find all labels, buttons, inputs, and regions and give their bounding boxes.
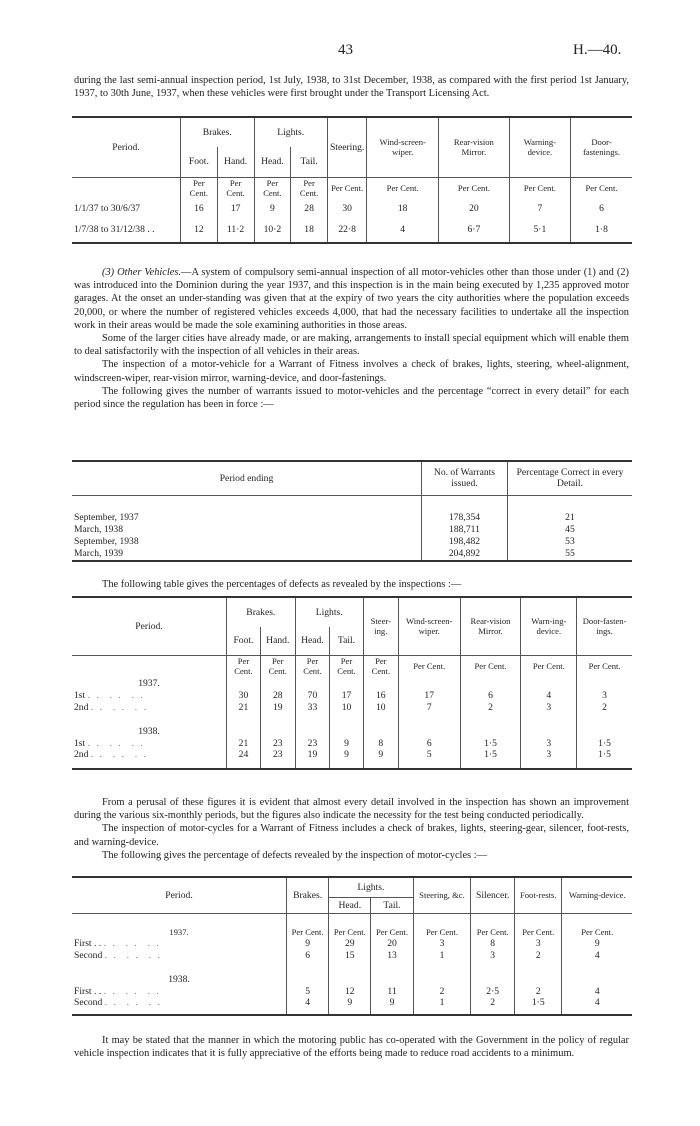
table-row: Second . . . . . . 4 9 9 1 2 1·5 4 bbox=[72, 997, 632, 1015]
table-cell: Per Cent. bbox=[287, 913, 329, 937]
table-cell: 198,482 bbox=[422, 535, 508, 547]
table-cell: 55 bbox=[507, 547, 632, 561]
table-cell: Per Cent. bbox=[413, 913, 471, 937]
column-header: Period. bbox=[135, 620, 163, 632]
column-header: Silencer. bbox=[471, 877, 515, 913]
table-cell: 2 bbox=[413, 985, 471, 997]
table-cell: 18 bbox=[291, 217, 328, 243]
column-header: Foot-rests. bbox=[515, 877, 562, 913]
table-cell: 1·5 bbox=[577, 749, 632, 769]
column-header: Door-fastenings. bbox=[571, 117, 632, 177]
page-number: 43 bbox=[338, 42, 353, 58]
column-header: Period ending bbox=[72, 461, 422, 495]
table-cell: Per Cent. bbox=[291, 177, 328, 199]
column-header: Wind-screen-wiper. bbox=[398, 597, 460, 655]
table-cell: 70 bbox=[295, 689, 330, 701]
year-label: 1937. bbox=[72, 913, 287, 937]
table-cell: 8 bbox=[363, 737, 398, 749]
table-cell: 7 bbox=[398, 701, 460, 713]
column-header: No. of Warrants issued. bbox=[422, 461, 508, 495]
table-row: Second . . . . . . 6 15 13 1 3 2 4 bbox=[72, 949, 632, 961]
table-cell: Per Cent. bbox=[471, 913, 515, 937]
table-cell: 21 bbox=[507, 511, 632, 523]
table-cell: 9 bbox=[330, 749, 364, 769]
table-cell: Per Cent. bbox=[571, 177, 632, 199]
table-cell: 7 bbox=[509, 199, 570, 217]
table-cell: 3 bbox=[413, 937, 471, 949]
column-header: Door-fasten-ings. bbox=[577, 597, 632, 655]
table-cell: Per Cent. bbox=[217, 177, 254, 199]
table-cell: 204,892 bbox=[422, 547, 508, 561]
year-label: 1938. bbox=[138, 726, 160, 737]
document-reference: H.—40. bbox=[573, 42, 622, 58]
column-header: Lights. bbox=[254, 117, 327, 147]
table-cell: Per Cent. bbox=[509, 177, 570, 199]
table-row: 2nd . . . . . . 21 19 33 10 10 7 2 3 2 bbox=[72, 701, 632, 713]
table-cell: March, 1939 bbox=[74, 548, 124, 559]
table-cell: 3 bbox=[521, 749, 577, 769]
table-cell: September, 1938 bbox=[74, 535, 139, 547]
table-defects bbox=[72, 596, 632, 770]
column-header: Warning-device. bbox=[562, 877, 632, 913]
table-cell: 17 bbox=[217, 199, 254, 217]
table-cell: Per Cent. bbox=[330, 655, 364, 677]
column-header: Warning-device. bbox=[509, 117, 570, 177]
table-cell: 4 bbox=[367, 217, 439, 243]
table-cell: 28 bbox=[291, 199, 328, 217]
table-cell: 30 bbox=[227, 689, 261, 701]
table-cell: 1/7/38 to 31/12/38 . . bbox=[74, 224, 155, 235]
table-cell: 4 bbox=[562, 985, 632, 997]
table-row: First . . . . . . . . 9 29 20 3 8 3 9 bbox=[72, 937, 632, 949]
table-cell: 16 bbox=[181, 199, 218, 217]
table-cell: 6 bbox=[571, 199, 632, 217]
other-vehicles-section: (3) Other Vehicles.—A system of compulsory semi-annual inspection of all motor-vehicles other than those under (1) and (2) was introduced into the Dominion during the year 1937, and this inspection is in the main being executed by 1,235 approved motor garages. At the onset an under-standing was given that at the expiry of two years the city authorities where the population exceeds 20,000, or where the number of registered vehicles exceeds 4,000, that had the necessary facilities to undertake all the inspection work in their areas would be made the sole examining authorities in those areas. Some of the larger cities have already made, or are making, arrangements to install special equipment which will enable them to deal satisfactorily with the inspection of all vehicles in their areas. The inspection of a motor-vehicle for a Warrant of Fitness involves a check of brakes, lights, steering, wheel-alignment, windscreen-wiper, rear-vision mirror, warning-device, and door-fastenings. The following gives the number of warrants issued to motor-vehicles and the percentage “correct in every detail” for each period since the regulation has been in force :— bbox=[74, 267, 629, 411]
table-cell: 8 bbox=[471, 937, 515, 949]
table-cell: Per Cent. bbox=[327, 177, 366, 199]
table-cell: 23 bbox=[260, 749, 295, 769]
year-label: 1938. bbox=[168, 974, 190, 985]
table-cell: 9 bbox=[329, 997, 371, 1015]
table-cell: 1·5 bbox=[577, 737, 632, 749]
table-cell: 6 bbox=[398, 737, 460, 749]
column-header: Tail. bbox=[330, 627, 364, 655]
table-cell: 1/1/37 to 30/6/37 bbox=[74, 202, 141, 214]
table-cell: 10 bbox=[330, 701, 364, 713]
column-header: Percentage Correct in every Detail. bbox=[507, 461, 632, 495]
table-row bbox=[72, 511, 632, 523]
table-cell: 2·5 bbox=[471, 985, 515, 997]
table-cell: 23 bbox=[260, 737, 295, 749]
table-cell: 1 bbox=[413, 949, 471, 961]
table-cell: 6 bbox=[460, 689, 521, 701]
table-cell: Per Cent. bbox=[577, 655, 632, 677]
table-cell: 2 bbox=[515, 985, 562, 997]
table-cell: 5 bbox=[287, 985, 329, 997]
table-cell: Per Cent. bbox=[254, 177, 291, 199]
table-cell: 16 bbox=[363, 689, 398, 701]
table-cell: 21 bbox=[227, 737, 261, 749]
year-label: 1937. bbox=[138, 677, 160, 689]
table-cell: Per Cent. bbox=[521, 655, 577, 677]
table-cell: 4 bbox=[562, 997, 632, 1015]
table-cell: September, 1937 bbox=[74, 511, 139, 523]
column-header: Head. bbox=[254, 147, 291, 177]
table-cell: 19 bbox=[260, 701, 295, 713]
table-cell: 2 bbox=[471, 997, 515, 1015]
table-cell: 4 bbox=[287, 997, 329, 1015]
table-cell: 6·7 bbox=[439, 217, 510, 243]
table-cell: 30 bbox=[327, 199, 366, 217]
column-header: Tail. bbox=[371, 897, 413, 913]
table-cell: 45 bbox=[507, 523, 632, 535]
intro-paragraph: during the last semi-annual inspection period, 1st July, 1938, to 31st December, 1938, as compared with the first period 1st January, 1937, to 30th June, 1937, when these vehicles were first brought under the Transport Licensing Act. bbox=[74, 75, 629, 100]
table-row bbox=[72, 547, 632, 561]
table-cell: 5·1 bbox=[509, 217, 570, 243]
table-cell: 17 bbox=[330, 689, 364, 701]
column-header: Steering. bbox=[327, 117, 366, 177]
column-header: Brakes. bbox=[181, 117, 255, 147]
table-cell: 10·2 bbox=[254, 217, 291, 243]
table-cell: Per Cent. bbox=[460, 655, 521, 677]
table-cell: 3 bbox=[515, 937, 562, 949]
column-header: Foot. bbox=[181, 147, 218, 177]
table-cell: 1·5 bbox=[460, 737, 521, 749]
table-row: 2nd . . . . . . 24 23 19 9 9 5 1·5 3 1·5 bbox=[72, 749, 632, 769]
table-cell: 9 bbox=[254, 199, 291, 217]
table-cell: 1 bbox=[413, 997, 471, 1015]
column-header: Rear-vision Mirror. bbox=[439, 117, 510, 177]
table-cell: Per Cent. bbox=[260, 655, 295, 677]
table-cell: 20 bbox=[439, 199, 510, 217]
table-cell: 1·5 bbox=[515, 997, 562, 1015]
section-heading: (3) Other Vehicles. bbox=[102, 267, 182, 278]
column-header: Tail. bbox=[291, 147, 328, 177]
column-header: Head. bbox=[295, 627, 330, 655]
table-cell: 21 bbox=[227, 701, 261, 713]
table-cell: March, 1938 bbox=[74, 523, 124, 535]
table-cell: 18 bbox=[367, 199, 439, 217]
column-header: Lights. bbox=[329, 877, 413, 897]
column-header: Wind-screen-wiper. bbox=[367, 117, 439, 177]
table-cell: Per Cent. bbox=[363, 655, 398, 677]
table-cell: 2 bbox=[460, 701, 521, 713]
table-warrants bbox=[72, 460, 632, 562]
table-row: First . . . . . . . . 5 12 11 2 2·5 2 4 bbox=[72, 985, 632, 997]
column-header: Foot. bbox=[227, 627, 261, 655]
table-cell: 2 bbox=[577, 701, 632, 713]
table-cell: 3 bbox=[521, 737, 577, 749]
table-row bbox=[72, 217, 632, 243]
table-row bbox=[72, 523, 632, 535]
table-cell: 9 bbox=[363, 749, 398, 769]
table-cell: 11 bbox=[371, 985, 413, 997]
table-cell: 1·5 bbox=[460, 749, 521, 769]
table-cell: 188,711 bbox=[422, 523, 508, 535]
table-cell: 24 bbox=[227, 749, 261, 769]
column-header: Hand. bbox=[217, 147, 254, 177]
table-cell: 9 bbox=[287, 937, 329, 949]
table-cell: 12 bbox=[181, 217, 218, 243]
table-cell: 13 bbox=[371, 949, 413, 961]
column-header: Brakes. bbox=[287, 877, 329, 913]
table-cell: 4 bbox=[521, 689, 577, 701]
table-cell: 19 bbox=[295, 749, 330, 769]
table-cell: 9 bbox=[562, 937, 632, 949]
column-header: Period. bbox=[112, 141, 140, 153]
column-header: Steer-ing. bbox=[363, 597, 398, 655]
table-cell: 3 bbox=[577, 689, 632, 701]
table-cell: Per Cent. bbox=[439, 177, 510, 199]
table-row bbox=[72, 199, 632, 217]
column-header: Steering, &c. bbox=[413, 877, 471, 913]
table-cell: Per Cent. bbox=[329, 913, 371, 937]
table-cell: Per Cent. bbox=[295, 655, 330, 677]
column-header: Hand. bbox=[260, 627, 295, 655]
table-cell: 1·8 bbox=[571, 217, 632, 243]
table-row: 1st . . . . . . 30 28 70 17 16 17 6 4 3 bbox=[72, 689, 632, 701]
table-cell: 17 bbox=[398, 689, 460, 701]
column-header: Lights. bbox=[295, 597, 363, 627]
table-row bbox=[72, 535, 632, 547]
column-header: Rear-vision Mirror. bbox=[460, 597, 521, 655]
table-cell: 11·2 bbox=[217, 217, 254, 243]
table-cell: 4 bbox=[562, 949, 632, 961]
table-cell: 9 bbox=[330, 737, 364, 749]
table-cell: Per Cent. bbox=[515, 913, 562, 937]
column-header: Brakes. bbox=[227, 597, 296, 627]
table-cell: 15 bbox=[329, 949, 371, 961]
table-cell: 5 bbox=[398, 749, 460, 769]
table-cell: 20 bbox=[371, 937, 413, 949]
table-cell: Per Cent. bbox=[181, 177, 218, 199]
perusal-section: From a perusal of these figures it is evident that almost every detail involved in the inspection has shown an improvement during the various six-monthly periods, but the figures also indicate the necessity for the test being conducted periodically. The inspection of motor-cycles for a Warrant of Fitness includes a check of brakes, lights, steering-gear, silencer, foot-rests, and warning-device. The following gives the percentage of defects revealed by the inspection of motor-cycles :— bbox=[74, 797, 629, 861]
table-cell: Per Cent. bbox=[371, 913, 413, 937]
table-cell: Per Cent. bbox=[227, 655, 261, 677]
defects-intro: The following table gives the percentages of defects as revealed by the inspections :— bbox=[102, 579, 462, 590]
table-cell: 3 bbox=[471, 949, 515, 961]
table-motorcycle-defects bbox=[72, 876, 632, 1016]
table-cell: 2 bbox=[515, 949, 562, 961]
table-cell: 9 bbox=[371, 997, 413, 1015]
table-cell: 28 bbox=[260, 689, 295, 701]
table-cell: 23 bbox=[295, 737, 330, 749]
table-cell: 6 bbox=[287, 949, 329, 961]
column-header: Warn-ing-device. bbox=[521, 597, 577, 655]
table-cell: 12 bbox=[329, 985, 371, 997]
table-cell: Per Cent. bbox=[398, 655, 460, 677]
table-cell: 53 bbox=[507, 535, 632, 547]
table-cell: 10 bbox=[363, 701, 398, 713]
table-cell: 22·8 bbox=[327, 217, 366, 243]
table-cell: 178,354 bbox=[422, 511, 508, 523]
table-cell: Per Cent. bbox=[367, 177, 439, 199]
column-header: Period. bbox=[165, 889, 193, 901]
table-cell: Per Cent. bbox=[562, 913, 632, 937]
table-cell: 29 bbox=[329, 937, 371, 949]
table-cell: 3 bbox=[521, 701, 577, 713]
column-header: Head. bbox=[329, 897, 371, 913]
table-commercial-defects bbox=[72, 116, 632, 244]
table-cell: 33 bbox=[295, 701, 330, 713]
table-row: 1st . . . . . . 21 23 23 9 8 6 1·5 3 1·5 bbox=[72, 737, 632, 749]
closing-paragraph: It may be stated that the manner in which the motoring public has co-operated with the Government in the policy of regular vehicle inspection indicates that it is fully appreciative of the efforts being made to reduce road accidents to a minimum. bbox=[74, 1035, 629, 1060]
